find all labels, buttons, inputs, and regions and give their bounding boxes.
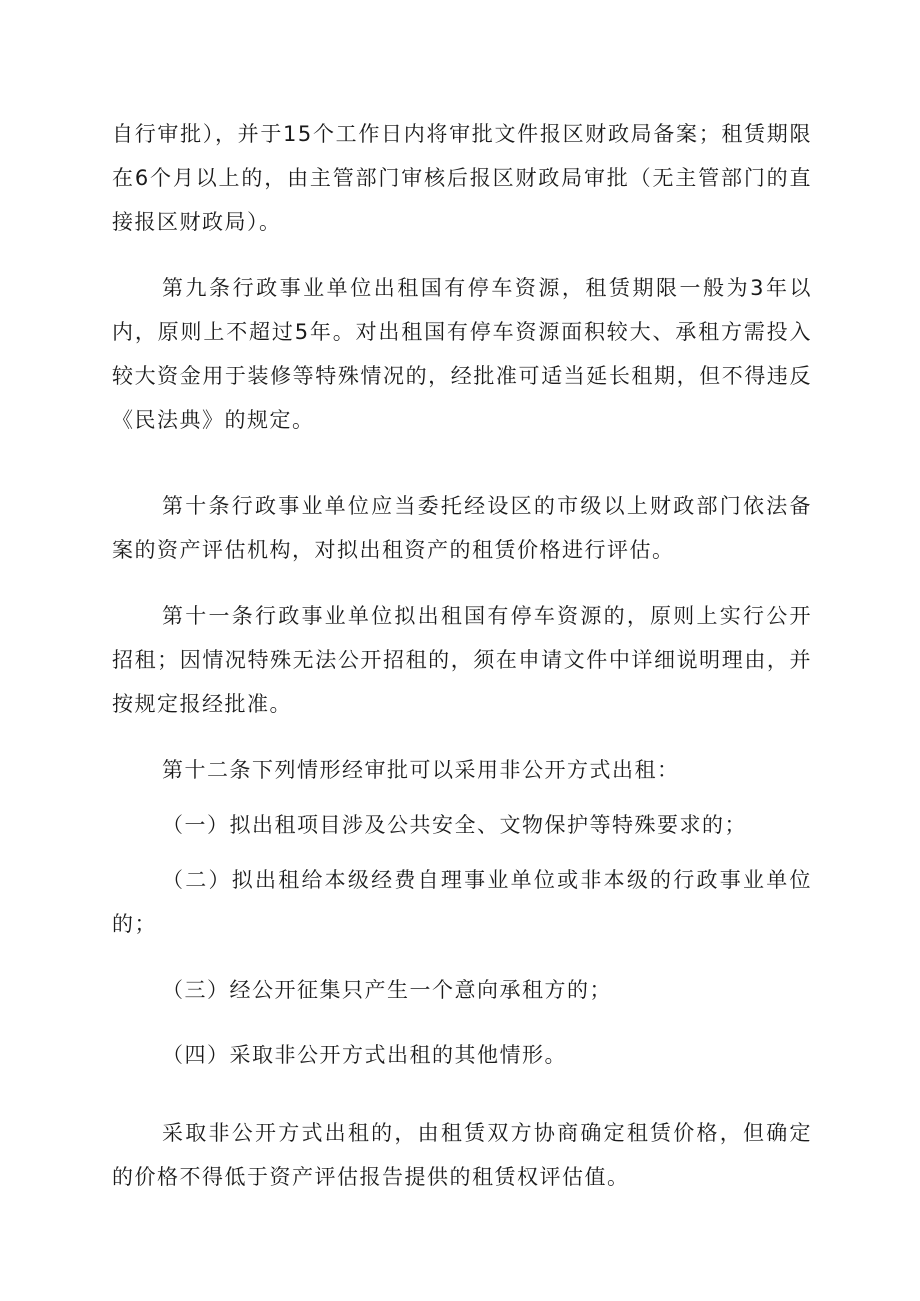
item-1: （一）拟出租项目涉及公共安全、文物保护等特殊要求的； (162, 813, 747, 837)
closing-paragraph: 采取非公开方式出租的，由租赁双方协商确定租赁价格，但确定的价格不得低于资产评估报告提供的租赁权评估值。 (112, 1121, 812, 1189)
item-2: （二）拟出租给本级经费自理事业单位或非本级的行政事业单位的； (112, 868, 812, 936)
article-11: 第十一条行政事业单位拟出租国有停车资源的，原则上实行公开招租；因情况特殊无法公开招租的，须在申请文件中详细说明理由，并按规定报经批准。 (112, 604, 812, 716)
article-9: 第九条行政事业单位出租国有停车资源，租赁期限一般为3年以内，原则上不超过5年。对出租国有停车资源面积较大、承租方需投入较大资金用于装修等特殊情况的，经批准可适当延长租期，但不得违反《民法典》的规定。 (112, 276, 812, 432)
article-12: 第十二条下列情形经审批可以采用非公开方式出租： (162, 758, 680, 782)
item-3: （三）经公开征集只产生一个意向承租方的； (162, 978, 612, 1002)
item-4: （四）采取非公开方式出租的其他情形。 (162, 1043, 567, 1067)
paragraph-continued: 自行审批），并于15个工作日内将审批文件报区财政局备案；租赁期限在6个月以上的，由主管部门审核后报区财政局审批（无主管部门的直接报区财政局）。 (112, 122, 812, 234)
article-10: 第十条行政事业单位应当委托经设区的市级以上财政部门依法备案的资产评估机构，对拟出租资产的租赁价格进行评估。 (112, 494, 812, 562)
